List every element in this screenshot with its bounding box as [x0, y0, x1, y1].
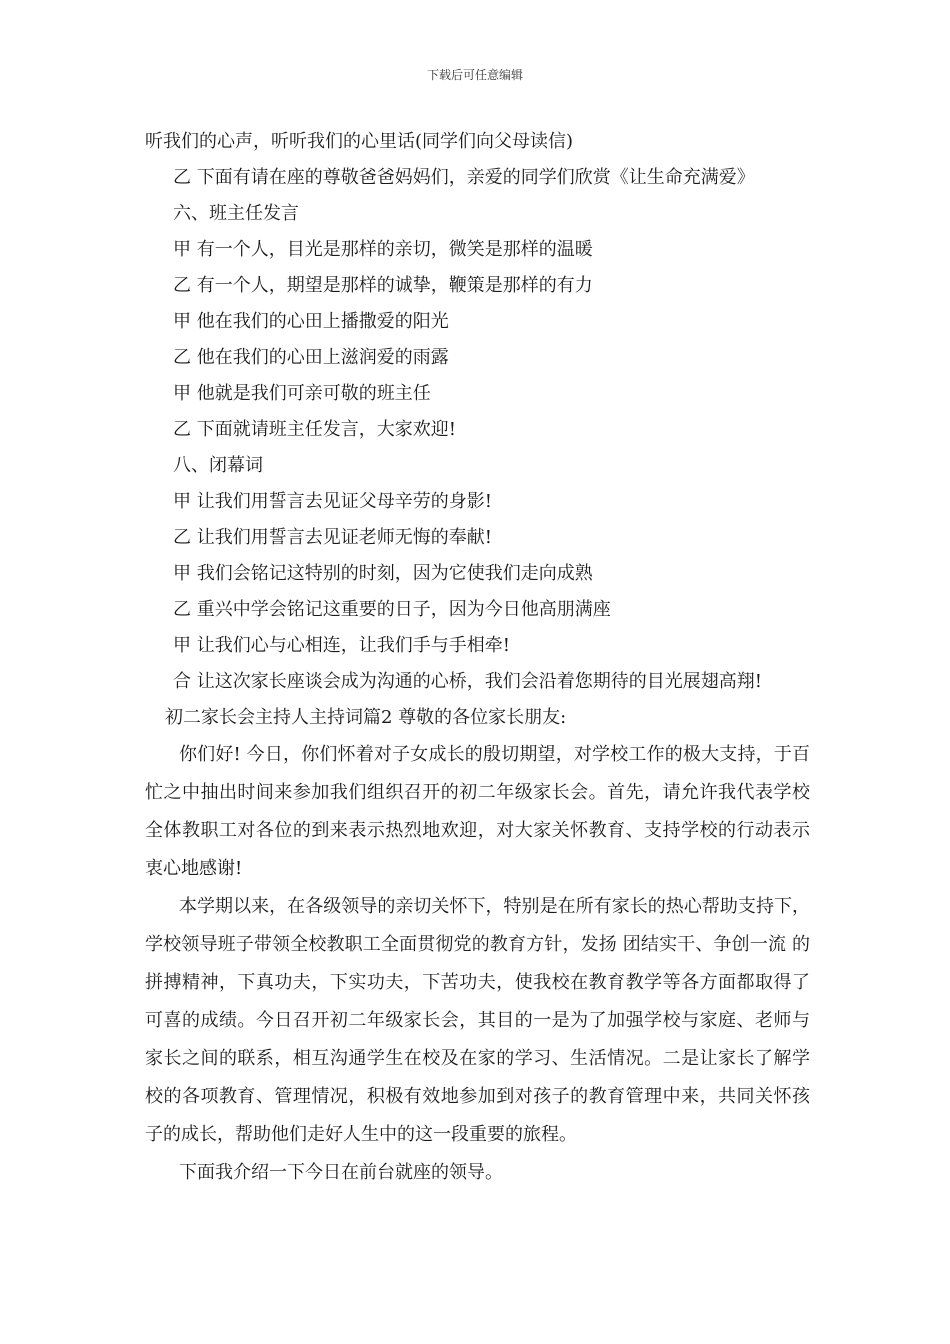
text-line: 甲 让我们用誓言去见证父母辛劳的身影! [173, 491, 492, 512]
section-heading: 八、闭幕词 [173, 455, 263, 476]
paragraph: 本学期以来，在各级领导的亲切关怀下，特别是在所有家长的热心帮助支持下，学校领导班子带领全校教职工全面贯彻党的教育方针，发扬 团结实干、争创一流 的拼搏精神，下真功夫，下实功夫，下苦功夫，使我校在教育教学等各方面都取得了可喜的成绩。今日召开初二年级家长会，其目的一是为了加强学校与家庭、老师与家长之间的联系，相互沟通学生在校及在家的学习、生活情况。二是让家长了解学校的各项教育、管理情况，积极有效地参加到对孩子的教育管理中来，共同关怀孩子的成长，帮助他们走好人生中的这一段重要的旅程。 [145, 896, 810, 1145]
section-heading: 六、班主任发言 [173, 203, 299, 224]
text-line: 乙 下面就请班主任发言，大家欢迎! [173, 419, 456, 440]
paragraph: 下面我介绍一下今日在前台就座的领导。 [179, 1162, 503, 1183]
text-line: 甲 让我们心与心相连，让我们手与手相牵! [173, 635, 510, 656]
text-line: 甲 他就是我们可亲可敬的班主任 [173, 383, 431, 404]
text-line: 乙 让我们用誓言去见证老师无悔的奉献! [173, 527, 492, 548]
text-line: 乙 有一个人，期望是那样的诚挚，鞭策是那样的有力 [173, 275, 593, 296]
text-line: 甲 他在我们的心田上播撒爱的阳光 [173, 311, 449, 332]
text-line: 甲 有一个人，目光是那样的亲切，微笑是那样的温暖 [173, 239, 593, 260]
text-line: 乙 他在我们的心田上滋润爱的雨露 [173, 347, 449, 368]
text-line: 听我们的心声，听听我们的心里话(同学们向父母读信) [145, 131, 574, 152]
paragraph: 你们好! 今日，你们怀着对子女成长的殷切期望，对学校工作的极大支持，于百忙之中抽出时间来参加我们组织召开的初二年级家长会。首先，请允许我代表学校全体教职工对各位的到来表示热烈地欢迎，对大家关怀教育、支持学校的行动表示衷心地感谢! [145, 744, 810, 879]
text-line: 甲 我们会铭记这特别的时刻，因为它使我们走向成熟 [173, 563, 593, 584]
text-line: 乙 重兴中学会铭记这重要的日子，因为今日他高朋满座 [173, 599, 611, 620]
text-line: 乙 下面有请在座的尊敬爸爸妈妈们，亲爱的同学们欣赏《让生命充满爱》 [173, 167, 755, 188]
document-body [145, 124, 810, 1192]
text-line: 合 让这次家长座谈会成为沟通的心桥，我们会沿着您期待的目光展翅高翔! [173, 671, 762, 692]
section-title: 初二家长会主持人主持词篇2 尊敬的各位家长朋友: [165, 707, 567, 728]
page-header: 下载后可任意编辑 [426, 68, 523, 82]
